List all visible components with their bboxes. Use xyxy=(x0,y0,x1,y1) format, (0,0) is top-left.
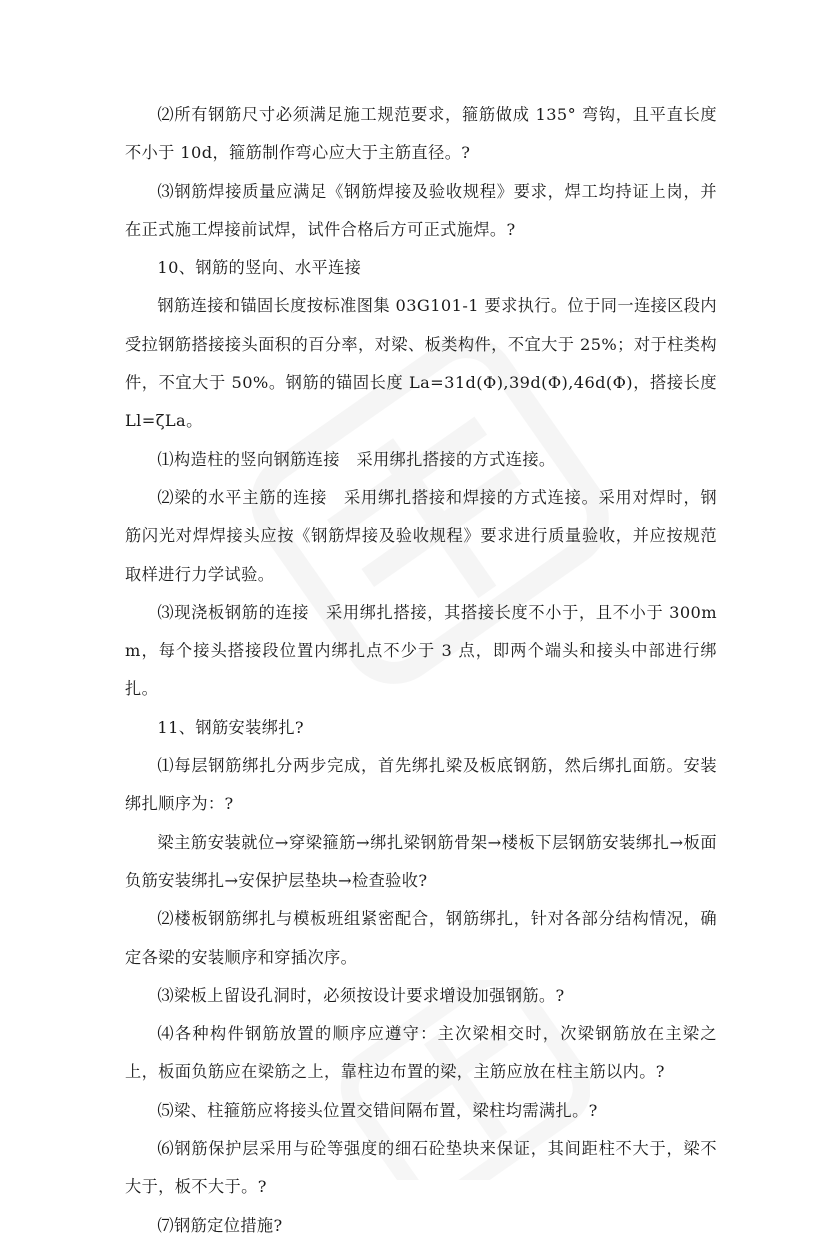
paragraph-stirrup-joints: ⑸梁、柱箍筋应将接头位置交错间隔布置，梁柱均需满扎。? xyxy=(157,1100,598,1120)
paragraph-connection-anchorage: 钢筋连接和锚固长度按标准图集 03G101-1 要求执行。位于同一连接区段内受拉钢筋搭接接头面积的百分率，对梁、板类构件，不宜大于 25%；对于柱类构件，不宜大于 50%。钢筋的锚固长度 La=31d(Φ),39d(Φ),46d(Φ)，搭接长度 Ll=ζLa。 xyxy=(125,296,717,431)
paragraph-welding-quality: ⑶钢筋焊接质量应满足《钢筋焊接及验收规程》要求，焊工均持证上岗，并在正式施工焊接前试焊，试件合格后方可正式施焊。? xyxy=(125,181,717,239)
section-heading-11: 11、钢筋安装绑扎? xyxy=(157,717,304,737)
paragraph-stirrup-requirements: ⑵所有钢筋尺寸必须满足施工规范要求，箍筋做成 135° 弯钩，且平直长度不小于 10d，箍筋制作弯心应大于主筋直径。? xyxy=(125,105,717,163)
paragraph-positioning-measures: ⑺钢筋定位措施? xyxy=(157,1215,283,1235)
paragraph-binding-steps: ⑴每层钢筋绑扎分两步完成，首先绑扎梁及板底钢筋，然后绑扎面筋。安装绑扎顺序为：? xyxy=(125,756,717,814)
section-heading-10: 10、钢筋的竖向、水平连接 xyxy=(157,258,362,278)
document-body xyxy=(125,96,717,1245)
paragraph-placement-order: ⑷各种构件钢筋放置的顺序应遵守：主次梁相交时，次梁钢筋放在主梁之上，板面负筋应在梁筋之上，靠柱边布置的梁，主筋应放在柱主筋以内。? xyxy=(125,1024,717,1082)
paragraph-cover-blocks: ⑹钢筋保护层采用与砼等强度的细石砼垫块来保证，其间距柱不大于，梁不大于，板不大于。? xyxy=(125,1139,717,1197)
paragraph-column-connection: ⑴构造柱的竖向钢筋连接 采用绑扎搭接的方式连接。 xyxy=(157,449,556,469)
paragraph-beam-connection: ⑵梁的水平主筋的连接 采用绑扎搭接和焊接的方式连接。采用对焊时，钢筋闪光对焊焊接头应按《钢筋焊接及验收规程》要求进行质量验收，并应按规范取样进行力学试验。 xyxy=(125,487,717,584)
paragraph-binding-sequence: 梁主筋安装就位→穿梁箍筋→绑扎梁钢筋骨架→楼板下层钢筋安装绑扎→板面负筋安装绑扎→安保护层垫块→检查验收? xyxy=(125,832,717,890)
paragraph-openings-reinforcement: ⑶梁板上留设孔洞时，必须按设计要求增设加强钢筋。? xyxy=(157,985,565,1005)
paragraph-formwork-coordination: ⑵楼板钢筋绑扎与模板班组紧密配合，钢筋绑扎，针对各部分结构情况，确定各梁的安装顺序和穿插次序。 xyxy=(125,909,717,967)
paragraph-slab-connection: ⑶现浇板钢筋的连接 采用绑扎搭接，其搭接长度不小于，且不小于 300mm，每个接头搭接段位置内绑扎点不少于 3 点，即两个端头和接头中部进行绑扎。 xyxy=(125,602,717,699)
